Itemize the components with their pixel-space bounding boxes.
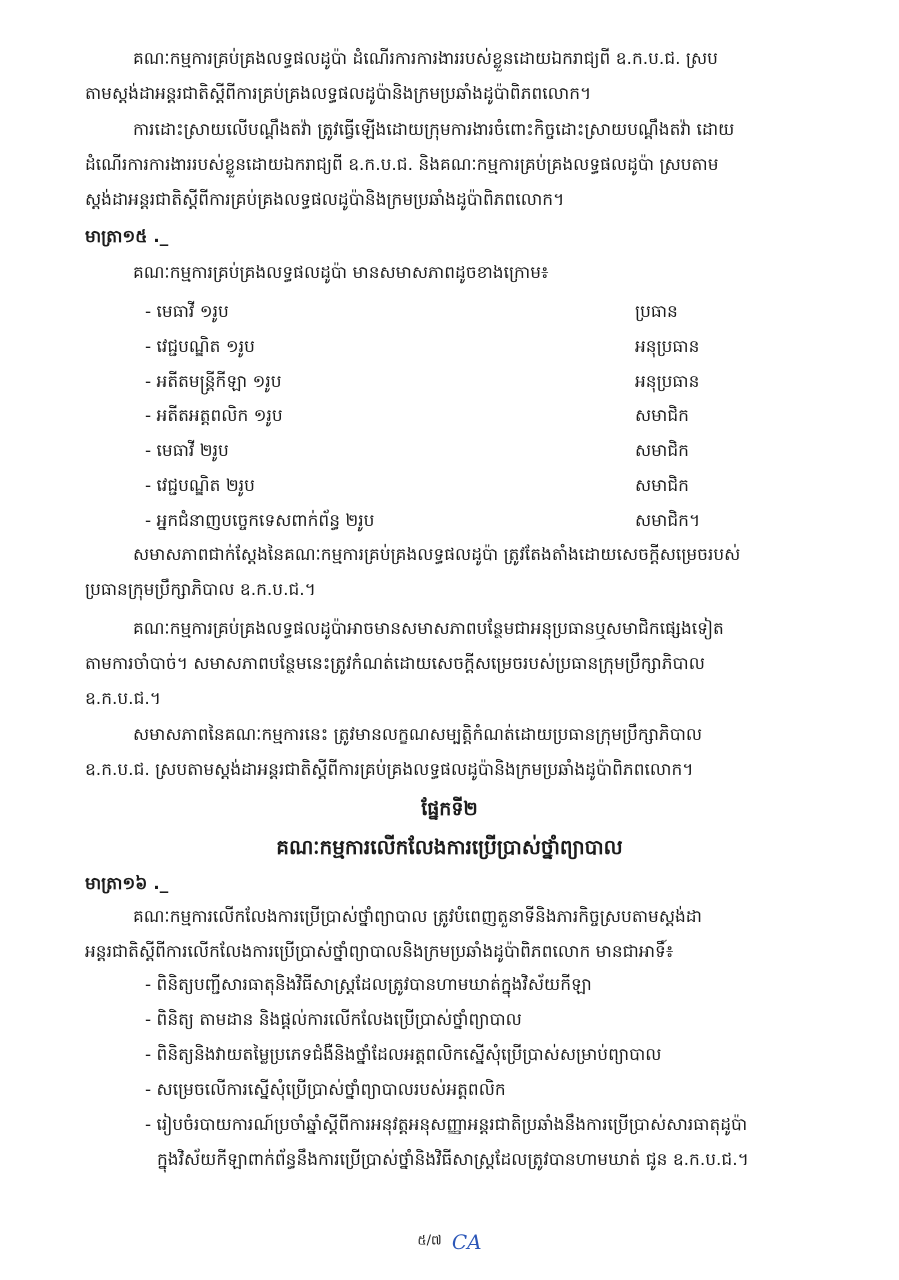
paragraph-additional-members	[85, 612, 830, 717]
text-line: សមាសភាពជាក់ស្តែងនៃគណៈកម្មការគ្រប់គ្រងលទ្ធផលដូប៉ា ត្រូវតែងតាំងដោយសេចក្តីសម្រេចរបស់	[133, 545, 741, 565]
handwritten-initials: CA	[451, 1230, 482, 1254]
text-line: គណៈកម្មការលើកលែងការប្រើប្រាស់ថ្នាំព្យាបាល ត្រូវបំពេញតួនាទីនិងភារកិច្ចស្របតាមស្តង់ដា	[133, 907, 702, 927]
page-footer	[0, 1230, 899, 1254]
text-line: គណៈកម្មការគ្រប់គ្រងលទ្ធផលដូប៉ា ដំណើរការការងាររបស់ខ្លួនដោយឯករាជ្យពី ឧ.ក.ប.ជ. ស្រប	[133, 49, 718, 69]
member-row	[145, 365, 745, 400]
article-15-heading: មាត្រា១៥ ._	[85, 227, 169, 247]
duty-item: - ពិនិត្យ តាមដាន និងផ្តល់ការលើកលែងប្រើប្រាស់ថ្នាំព្យាបាល	[145, 1010, 522, 1030]
text-line: តាមស្តង់ដាអន្តរជាតិស្តីពីការគ្រប់គ្រងលទ្ធផលដូប៉ានិងក្រមប្រឆាំងដូប៉ាពិភពលោក។	[85, 84, 592, 104]
text-line: ឧ.ក.ប.ជ.។	[85, 689, 161, 709]
text-line: អន្តរជាតិស្តីពីការលើកលែងការប្រើប្រាស់ថ្នាំព្យាបាលនិងក្រមប្រឆាំងដូប៉ាពិភពលោក មានជាអាទិ៍៖	[85, 942, 674, 962]
member-role: អនុប្រធាន	[635, 336, 700, 357]
member-name: - មេធាវី ១រូប	[145, 302, 229, 322]
duty-list	[145, 968, 845, 1178]
duty-item: - សម្រេចលើការស្នើសុំប្រើប្រាស់ថ្នាំព្យាបាលរបស់អត្តពលិក	[145, 1080, 506, 1100]
member-row	[145, 469, 745, 504]
text-line: សមាសភាពនៃគណៈកម្មការនេះ ត្រូវមានលក្ខណសម្បត្តិកំណត់ដោយប្រធានក្រុមប្រឹក្សាភិបាល	[133, 725, 703, 745]
duty-item: - ពិនិត្យនិងវាយតម្លៃប្រភេទជំងឺនិងថ្នាំដែលអត្តពលិកស្នើសុំប្រើប្រាស់សម្រាប់ព្យាបាល	[145, 1045, 662, 1065]
text-line: ប្រធានក្រុមប្រឹក្សាភិបាល ឧ.ក.ប.ជ.។	[85, 580, 316, 600]
text-line: ស្តង់ដាអន្តរជាតិស្តីពីការគ្រប់គ្រងលទ្ធផលដូប៉ានិងក្រមប្រឆាំងដូប៉ាពិភពលោក។	[85, 190, 565, 210]
member-name: - វេជ្ជបណ្ឌិត ២រូប	[145, 475, 255, 496]
member-name: - អ្នកជំនាញបច្ចេកទេសពាក់ព័ន្ធ ២រូប	[145, 510, 375, 531]
member-role: សមាជិក	[635, 406, 689, 427]
part-2-title: គណៈកម្មការលើកលែងការប្រើប្រាស់ថ្នាំព្យាបាល	[276, 835, 623, 859]
member-role: សមាជិក	[635, 475, 689, 496]
page-number: ៥/៧	[417, 1233, 442, 1249]
member-name: - អតីតអត្តពលិក ១រូប	[145, 406, 283, 427]
member-name: - អតីតមន្ត្រីកីឡា ១រូប	[145, 371, 282, 392]
paragraph-tue-committee-duties	[85, 900, 830, 970]
member-role: ប្រធាន	[635, 302, 678, 322]
duty-item-continuation: ក្នុងវិស័យកីឡាពាក់ព័ន្ធនឹងការប្រើប្រាស់ថ្នាំនិងវិធីសាស្ត្រដែលត្រូវបានហាមឃាត់ ជូន ឧ.ក.ប.ជ.។	[157, 1150, 749, 1170]
text-line: គណៈកម្មការគ្រប់គ្រងលទ្ធផលដូប៉ាអាចមានសមាសភាពបន្ថែមជាអនុប្រធានឬសមាជិកផ្សេងទៀត	[133, 619, 724, 639]
member-row	[145, 399, 745, 434]
member-row	[145, 504, 745, 539]
paragraph-qualifications	[85, 718, 830, 788]
duty-item: - រៀបចំរបាយការណ៍ប្រចាំឆ្នាំស្តីពីការអនុវត្តអនុសញ្ញាអន្តរជាតិប្រឆាំងនឹងការប្រើប្រាស់សារធាតុដូប៉ា	[145, 1115, 748, 1135]
article-15-intro: គណៈកម្មការគ្រប់គ្រងលទ្ធផលដូប៉ា មានសមាសភាពដូចខាងក្រោម៖	[133, 263, 549, 283]
member-role: អនុប្រធាន	[635, 371, 700, 392]
text-line: ឧ.ក.ប.ជ. ស្របតាមស្តង់ដាអន្តរជាតិស្តីពីការគ្រប់គ្រងលទ្ធផលដូប៉ានិងក្រមប្រឆាំងដូប៉ាពិភពលោក។	[85, 760, 694, 780]
paragraph-committee-independence	[85, 42, 830, 112]
member-role: សមាជិក	[635, 441, 689, 462]
member-role: សមាជិក។	[635, 510, 701, 531]
part-2-label: ផ្នែកទី២	[421, 798, 478, 820]
duty-item: - ពិនិត្យបញ្ជីសារធាតុនិងវិធីសាស្ត្រដែលត្រូវបានហាមឃាត់ក្នុងវិស័យកីឡា	[145, 975, 592, 995]
committee-member-list	[145, 295, 745, 539]
text-line: តាមការចាំបាច់។ សមាសភាពបន្ថែមនេះត្រូវកំណត់ដោយសេចក្តីសម្រេចរបស់ប្រធានក្រុមប្រឹក្សាភិបាល	[85, 654, 705, 674]
member-name: - មេធាវី ២រូប	[145, 441, 229, 462]
member-row	[145, 330, 745, 365]
member-row	[145, 434, 745, 469]
member-row	[145, 295, 745, 330]
text-line: ការដោះស្រាយលើបណ្តឹងតវ៉ា ត្រូវធ្វើឡើងដោយក្រុមការងារចំពោះកិច្ចដោះស្រាយបណ្តឹងតវ៉ា ដោយ	[133, 120, 735, 140]
article-16-heading: មាត្រា១៦ ._	[85, 874, 169, 894]
paragraph-appointment	[85, 538, 830, 608]
member-name: - វេជ្ជបណ្ឌិត ១រូប	[145, 336, 255, 357]
text-line: ដំណើរការការងាររបស់ខ្លួនដោយឯករាជ្យពី ឧ.ក.ប.ជ. និងគណៈកម្មការគ្រប់គ្រងលទ្ធផលដូប៉ា ស្របតាម	[85, 155, 719, 175]
paragraph-appeal-handling	[85, 113, 830, 218]
